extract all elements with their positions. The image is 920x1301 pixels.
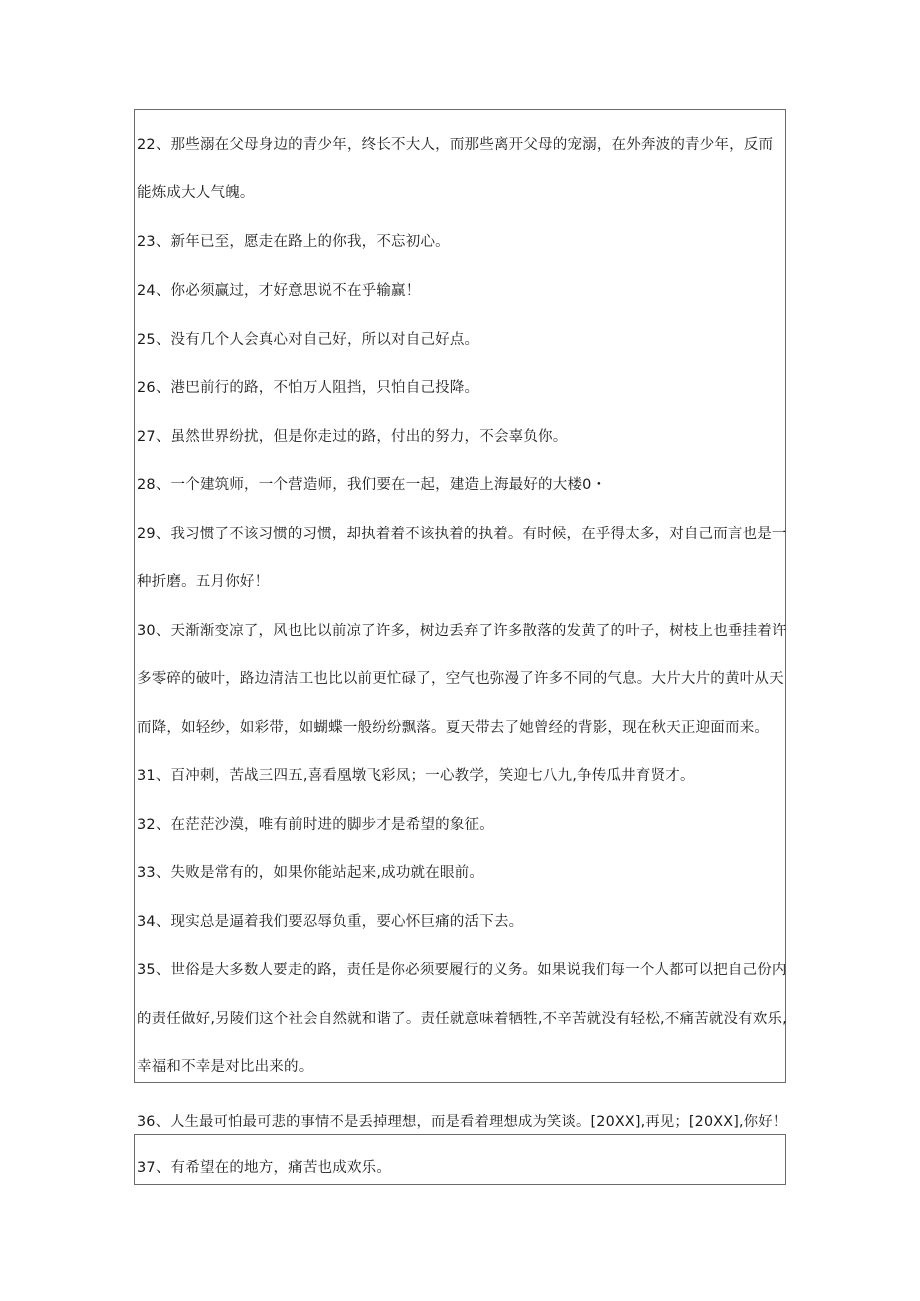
text-line: 34、现实总是逼着我们要忍辱负重，要心怀巨痛的活下去。 <box>137 914 524 930</box>
text-line: 而降，如轻纱，如彩带，如蝴蝶一般纷纷飘落。夏天带去了她曾经的背影，现在秋天正迎面而来。 <box>137 720 770 736</box>
text-line: 26、港巴前行的路，不怕万人阻挡，只怕自己投降。 <box>137 380 480 396</box>
text-line: 幸福和不幸是对比出来的。 <box>137 1059 314 1075</box>
text-line: 24、你必须赢过，才好意思说不在乎输赢！ <box>137 283 421 299</box>
text-line: 种折磨。五月你好！ <box>137 574 270 590</box>
content-box-main <box>134 109 786 1083</box>
text-line: 25、没有几个人会真心对自己好，所以对自己好点。 <box>137 332 480 348</box>
text-line: 27、虽然世界纷扰，但是你走过的路，付出的努力，不会辜负你。 <box>137 429 568 445</box>
text-line: 37、有希望在的地方，痛苦也成欢乐。 <box>137 1160 392 1176</box>
text-line: 29、我习惯了不该习惯的习惯，却执着着不该执着的执着。有时候，在乎得太多，对自己而言也是一 <box>137 526 787 542</box>
text-line: 33、失败是常有的，如果你能站起来,成功就在眼前。 <box>137 865 485 881</box>
text-line: 多零碎的破叶，路边清洁工也比以前更忙碌了，空气也弥漫了许多不同的气息。大片大片的黄叶从天 <box>137 671 784 687</box>
text-line: 23、新年已至，愿走在路上的你我，不忘初心。 <box>137 234 450 250</box>
text-line: 的责任做好,另陵们这个社会自然就和谐了。责任就意味着牺牲,不辛苦就没有轻松,不痛苦就没有欢乐, <box>137 1011 787 1027</box>
text-line: 35、世俗是大多数人要走的路，责任是你必须要履行的义务。如果说我们每一个人都可以把自己份内 <box>137 962 787 978</box>
text-line: 22、那些溺在父母身边的青少年，终长不大人，而那些离开父母的宠溺，在外奔波的青少年，反而 <box>137 137 774 153</box>
text-line: 31、百冲刺，苦战三四五,喜看凰墩飞彩凤；一心教学，笑迎七八九,争传瓜井育贤才。 <box>137 768 695 784</box>
text-line: 36、人生最可怕最可悲的事情不是丢掉理想，而是看着理想成为笑谈。[20XX],再见；[20XX],你好！ <box>137 1114 788 1130</box>
text-line: 32、在茫茫沙漠，唯有前时进的脚步才是希望的象征。 <box>137 817 494 833</box>
text-line: 30、天渐渐变凉了，风也比以前凉了许多，树边丢弃了许多散落的发黄了的叶子，树枝上也垂挂着许 <box>137 623 787 639</box>
text-line: 能炼成大人气魄。 <box>137 185 255 201</box>
text-line: 28、一个建筑师，一个营造师，我们要在一起，建造上海最好的大楼0・ <box>137 477 607 493</box>
